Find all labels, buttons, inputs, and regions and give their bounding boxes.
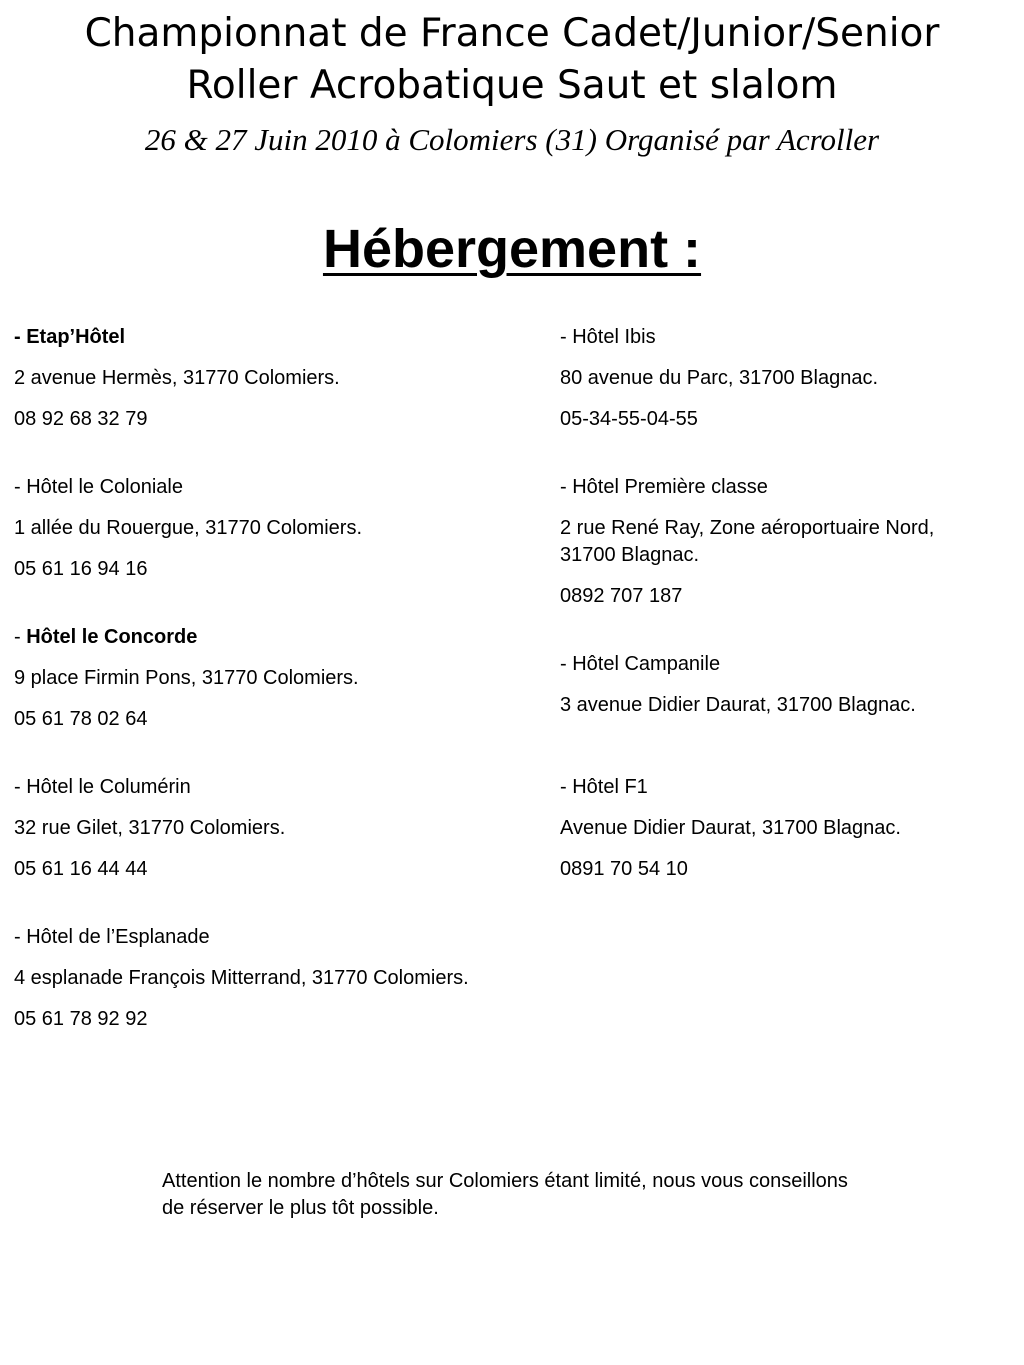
- hotel-entry: [560, 651, 1000, 719]
- booking-notice: Attention le nombre d’hôtels sur Colomiers étant limité, nous vous conseillons de réserver le plus tôt possible.: [162, 1170, 848, 1219]
- event-subtitle: 26 & 27 Juin 2010 à Colomiers (31) Organisé par Acroller: [144, 122, 880, 157]
- hotel-phone: 05 61 16 44 44: [14, 858, 148, 880]
- hotel-phone: 08 92 68 32 79: [14, 408, 148, 430]
- page-header: [0, 8, 1024, 162]
- hotel-entry: [14, 774, 544, 883]
- hotel-entry: [14, 924, 544, 1033]
- hotel-name: - Hôtel de l’Esplanade: [14, 926, 210, 948]
- hotel-name-line: [14, 624, 544, 651]
- page-title-line-2: Roller Acrobatique Saut et slalom: [186, 63, 838, 108]
- hotel-entry: [14, 624, 544, 733]
- hotel-address: 2 avenue Hermès, 31770 Colomiers.: [14, 367, 340, 389]
- hotel-entry: [560, 324, 1000, 433]
- hotel-address: 2 rue René Ray, Zone aéroportuaire Nord, 31700 Blagnac.: [560, 517, 935, 566]
- hotel-name: - Hôtel Ibis: [560, 326, 656, 348]
- section-heading-text: Hébergement :: [322, 219, 702, 279]
- hotel-name: - Hôtel le Coloniale: [14, 476, 183, 498]
- hotel-phone: 0892 707 187: [560, 585, 683, 607]
- hotel-address: 3 avenue Didier Daurat, 31700 Blagnac.: [560, 694, 916, 716]
- hotel-name: - Hôtel F1: [560, 776, 648, 798]
- hotel-entry: [560, 774, 1000, 883]
- hotel-phone: 05 61 78 92 92: [14, 1008, 148, 1030]
- page-title-line-1: Championnat de France Cadet/Junior/Senior: [84, 11, 940, 56]
- hotel-address: 9 place Firmin Pons, 31770 Colomiers.: [14, 667, 359, 689]
- hotel-entry: [560, 474, 1000, 610]
- hotel-entry: [14, 474, 544, 583]
- hotel-entry: [14, 324, 544, 433]
- hotel-name-prefix: -: [14, 626, 27, 648]
- hotel-address: 80 avenue du Parc, 31700 Blagnac.: [560, 367, 879, 389]
- hotel-address: 1 allée du Rouergue, 31770 Colomiers.: [14, 517, 362, 539]
- left-hotel-list: [14, 324, 544, 1074]
- hotel-name: Hôtel le Concorde: [26, 626, 198, 648]
- hotel-address: 4 esplanade François Mitterrand, 31770 Colomiers.: [14, 967, 469, 989]
- hotel-address: 32 rue Gilet, 31770 Colomiers.: [14, 817, 286, 839]
- hotel-name: - Hôtel Campanile: [560, 653, 721, 675]
- hotel-name: - Hôtel le Columérin: [14, 776, 191, 798]
- hotel-address: Avenue Didier Daurat, 31700 Blagnac.: [560, 817, 901, 839]
- hotel-phone: 05 61 78 02 64: [14, 708, 148, 730]
- hotel-phone: 0891 70 54 10: [560, 858, 688, 880]
- hotel-phone: 05-34-55-04-55: [560, 408, 698, 430]
- hotel-name: - Hôtel Première classe: [560, 476, 768, 498]
- hotel-phone: 05 61 16 94 16: [14, 558, 148, 580]
- hotel-name: - Etap’Hôtel: [14, 326, 126, 348]
- right-hotel-list: [560, 324, 1000, 924]
- section-heading: [0, 214, 1024, 284]
